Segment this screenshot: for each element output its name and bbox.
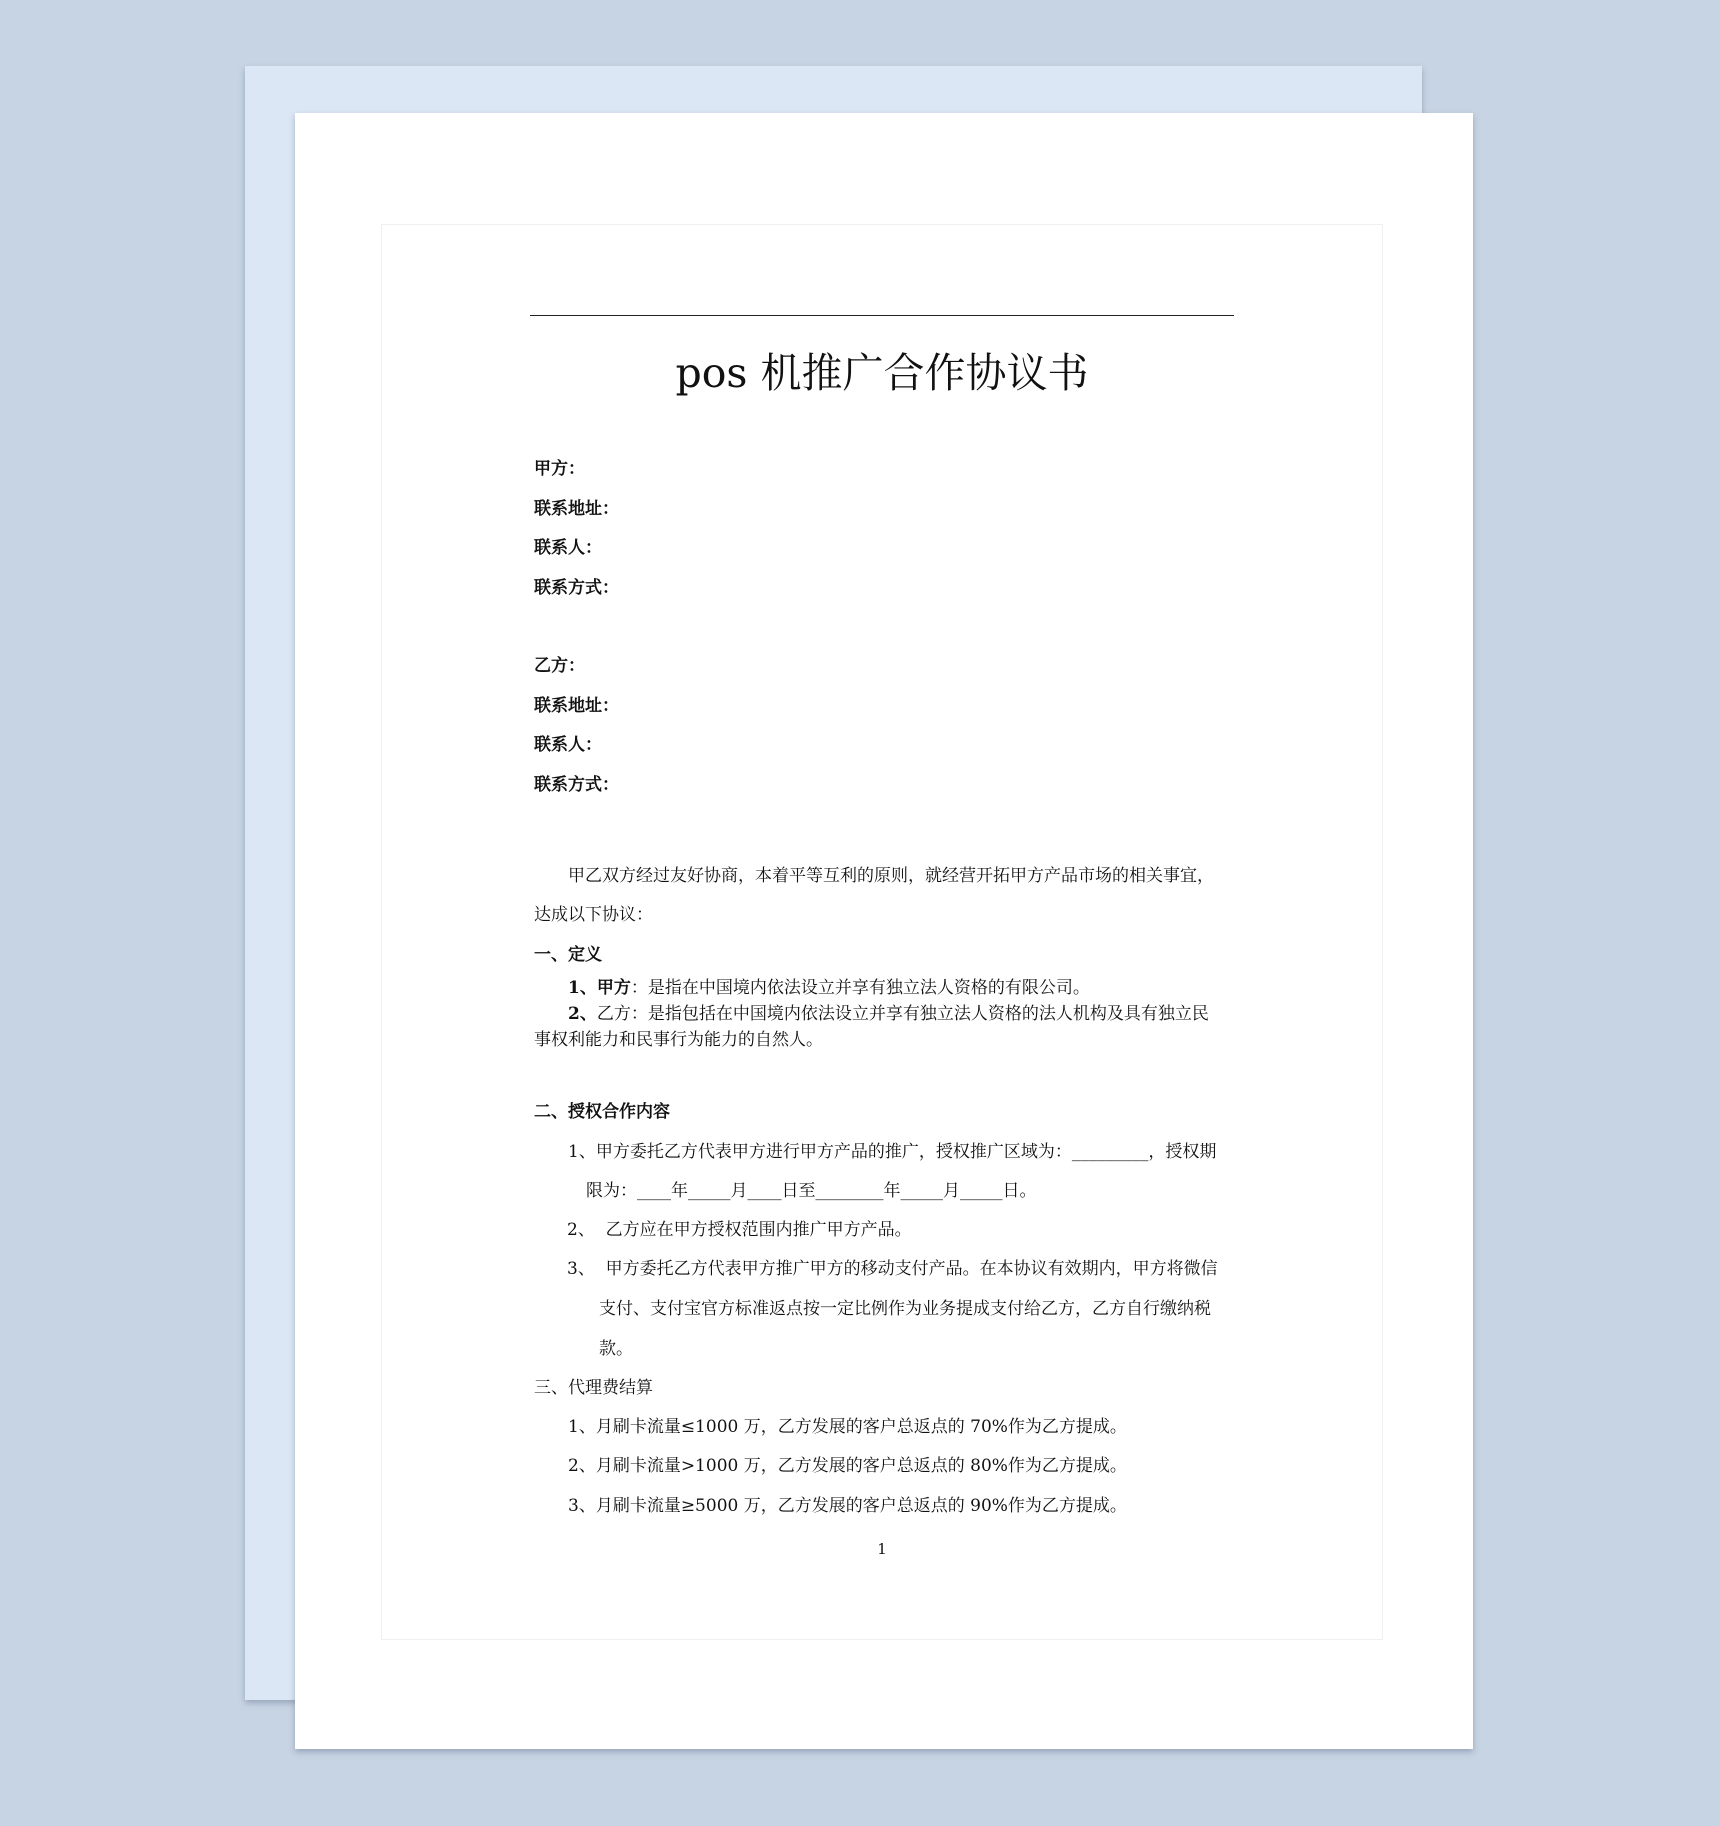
- section3-line-3: 3、月刷卡流量≥5000 万，乙方发展的客户总返点的 90%作为乙方提成。: [568, 1496, 1127, 1516]
- party-a-address: 联系地址：: [534, 499, 619, 519]
- party-a-contact: 联系人：: [534, 538, 602, 558]
- section2-line-3: 2、 乙方应在甲方授权范围内推广甲方产品。: [567, 1220, 912, 1240]
- intro-line-2: 达成以下协议：: [534, 905, 653, 925]
- definition-2: [568, 1002, 1209, 1026]
- section1-heading: 一、定义: [534, 945, 602, 965]
- definition-1-text: ：是指在中国境内依法设立并享有独立法人资格的有限公司。: [630, 978, 1090, 998]
- section3-line-2: 2、月刷卡流量>1000 万，乙方发展的客户总返点的 80%作为乙方提成。: [568, 1456, 1127, 1476]
- section2-line-5: 支付、支付宝官方标准返点按一定比例作为业务提成支付给乙方，乙方自行缴纳税: [599, 1299, 1211, 1319]
- section2-heading: 二、授权合作内容: [534, 1102, 670, 1122]
- document-title: pos 机推广合作协议书: [675, 349, 1089, 397]
- party-b-contact: 联系人：: [534, 735, 602, 755]
- party-b-method: 联系方式：: [534, 775, 619, 795]
- section3-heading: 三、代理费结算: [534, 1378, 653, 1398]
- party-a-method: 联系方式：: [534, 578, 619, 598]
- section2-line-4: 3、 甲方委托乙方代表甲方推广甲方的移动支付产品。在本协议有效期内，甲方将微信: [567, 1259, 1218, 1279]
- section2-line-1: 1、甲方委托乙方代表甲方进行甲方产品的推广，授权推广区域为：_________，授权期: [568, 1142, 1217, 1162]
- definition-1-num: 1、甲方: [568, 978, 631, 998]
- page-number: 1: [877, 1540, 887, 1558]
- party-a-label: 甲方：: [534, 459, 585, 479]
- definition-1: [568, 976, 1090, 1000]
- party-b-label: 乙方：: [534, 656, 585, 676]
- definition-2-num: 2、: [568, 1004, 597, 1024]
- section2-line-6: 款。: [599, 1339, 633, 1359]
- party-b-address: 联系地址：: [534, 696, 619, 716]
- section3-line-1: 1、月刷卡流量≤1000 万，乙方发展的客户总返点的 70%作为乙方提成。: [568, 1417, 1127, 1437]
- header-rule: [530, 315, 1234, 316]
- section2-line-2: 限为：____年_____月____日至________年_____月_____日。: [586, 1181, 1037, 1201]
- definition-2-cont: 事权利能力和民事行为能力的自然人。: [534, 1030, 823, 1050]
- intro-line-1: 甲乙双方经过友好协商，本着平等互利的原则，就经营开拓甲方产品市场的相关事宜，: [568, 866, 1214, 886]
- definition-2-text: 乙方：是指包括在中国境内依法设立并享有独立法人资格的法人机构及具有独立民: [596, 1004, 1209, 1024]
